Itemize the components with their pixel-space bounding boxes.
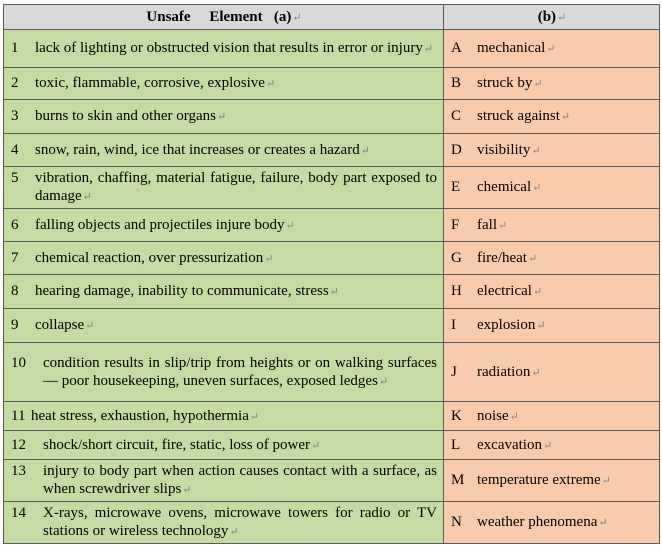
element-number: 8 — [11, 283, 19, 299]
element-cell — [4, 460, 444, 502]
element-number: 7 — [11, 249, 19, 266]
element-text: heat stress, exhaustion, hypothermia — [31, 407, 249, 424]
element-cell — [4, 100, 444, 134]
category-cell — [444, 209, 660, 242]
paragraph-mark-icon: ↵ — [542, 439, 553, 452]
category-text: visibility — [477, 141, 531, 158]
table-row — [4, 167, 660, 209]
element-cell — [4, 68, 444, 100]
paragraph-mark-icon: ↵ — [601, 475, 611, 487]
paragraph-mark-icon: ↵ — [378, 375, 389, 388]
category-letter: A — [451, 40, 462, 56]
element-text: vibration, chaffing, material fatigue, failure, body part exposed to damage — [35, 170, 437, 204]
table-row — [4, 309, 660, 343]
category-text: excavation — [477, 436, 542, 453]
category-text: fall — [477, 216, 497, 233]
paragraph-mark-icon: ↵ — [360, 144, 370, 157]
paragraph-mark-icon: ↵ — [85, 320, 95, 332]
table-row — [4, 343, 660, 402]
category-text: struck against — [477, 108, 560, 124]
element-text: snow, rain, wind, ice that increases or creates a hazard — [35, 141, 360, 158]
table-row — [4, 502, 660, 544]
paragraph-mark-icon: ↵ — [292, 11, 302, 24]
category-letter: N — [451, 514, 462, 530]
paragraph-mark-icon: ↵ — [531, 144, 541, 157]
column-a-title-2: Element — [209, 8, 263, 25]
element-number: 14 — [11, 505, 26, 521]
category-letter: J — [451, 363, 457, 380]
element-text: injury to body part when action causes contact with a surface, as when screwdriver slips — [43, 463, 437, 497]
paragraph-mark-icon: ↵ — [598, 517, 608, 529]
element-number: 12 — [11, 436, 26, 453]
element-number: 3 — [11, 108, 19, 124]
element-cell — [4, 242, 444, 275]
paragraph-mark-icon: ↵ — [82, 191, 92, 203]
paragraph-mark-icon: ↵ — [532, 286, 543, 298]
header-row — [4, 5, 660, 30]
category-cell — [444, 134, 660, 167]
category-letter: E — [451, 179, 461, 195]
element-cell — [4, 209, 444, 242]
category-letter: K — [451, 407, 462, 424]
category-cell — [444, 431, 660, 460]
element-text: shock/short circuit, fire, static, loss of power — [43, 436, 311, 453]
element-text: hearing damage, inability to communicate, stress — [35, 283, 329, 299]
category-text: electrical — [477, 283, 532, 299]
paragraph-mark-icon: ↵ — [560, 111, 571, 123]
category-cell — [444, 309, 660, 343]
element-number: 10 — [11, 354, 26, 371]
paragraph-mark-icon: ↵ — [536, 320, 546, 332]
category-text: weather phenomena — [477, 514, 598, 530]
paragraph-mark-icon: ↵ — [533, 78, 543, 90]
category-cell — [444, 68, 660, 100]
element-text: falling objects and projectiles injure body — [35, 216, 285, 233]
category-cell — [444, 502, 660, 544]
element-text: condition results in slip/trip from heights or on walking surfaces — poor housekeeping, uneven surfaces, exposed ledges — [43, 354, 437, 389]
element-number: 2 — [11, 75, 19, 91]
element-cell — [4, 275, 444, 309]
category-text: temperature extreme — [477, 472, 601, 488]
element-text: burns to skin and other organs — [35, 108, 216, 124]
paragraph-mark-icon: ↵ — [229, 526, 239, 538]
element-cell — [4, 502, 444, 544]
element-text: X-rays, microwave ovens, microwave towers for radio or TV stations or wireless technology — [43, 505, 437, 539]
category-text: fire/heat — [477, 249, 527, 266]
category-letter: H — [451, 283, 462, 299]
element-number: 5 — [11, 170, 19, 186]
element-number: 6 — [11, 216, 19, 233]
column-b-header — [444, 5, 660, 30]
table-row — [4, 209, 660, 242]
table-row — [4, 68, 660, 100]
element-cell — [4, 167, 444, 209]
category-cell — [444, 100, 660, 134]
column-a-marker: (a) — [273, 8, 292, 25]
matching-table — [3, 4, 660, 544]
column-a-header — [4, 5, 444, 30]
element-number: 4 — [11, 141, 19, 158]
category-text: chemical — [477, 179, 532, 195]
element-number: 11 — [11, 407, 26, 424]
category-cell — [444, 30, 660, 68]
table-row — [4, 134, 660, 167]
element-text: collapse — [35, 317, 85, 333]
paragraph-mark-icon: ↵ — [285, 219, 295, 232]
table-row — [4, 242, 660, 275]
element-number: 13 — [11, 463, 26, 479]
paragraph-mark-icon: ↵ — [249, 410, 260, 423]
paragraph-mark-icon: ↵ — [509, 410, 519, 423]
category-text: struck by — [477, 75, 533, 91]
element-cell — [4, 431, 444, 460]
paragraph-mark-icon: ↵ — [216, 111, 227, 123]
column-b-title: (b) — [537, 8, 557, 25]
table-row — [4, 431, 660, 460]
category-letter: F — [451, 216, 460, 233]
paragraph-mark-icon: ↵ — [527, 252, 538, 265]
element-text: chemical reaction, over pressurization — [35, 249, 264, 266]
table-row — [4, 275, 660, 309]
category-letter: L — [451, 436, 461, 453]
category-letter: B — [451, 75, 462, 91]
paragraph-mark-icon: ↵ — [423, 43, 434, 55]
category-letter: I — [451, 317, 456, 333]
element-cell — [4, 309, 444, 343]
table-row — [4, 100, 660, 134]
element-number: 9 — [11, 317, 19, 333]
category-cell — [444, 402, 660, 431]
category-cell — [444, 275, 660, 309]
category-text: noise — [477, 407, 509, 424]
element-cell — [4, 402, 444, 431]
category-cell — [444, 167, 660, 209]
paragraph-mark-icon: ↵ — [264, 252, 274, 265]
category-cell — [444, 343, 660, 402]
category-cell — [444, 242, 660, 275]
table-row — [4, 30, 660, 68]
column-a-title: Unsafe — [146, 8, 191, 25]
paragraph-mark-icon: ↵ — [182, 484, 192, 496]
paragraph-mark-icon: ↵ — [498, 219, 508, 232]
paragraph-mark-icon: ↵ — [311, 439, 321, 452]
category-letter: G — [451, 249, 462, 266]
category-letter: C — [451, 108, 462, 124]
element-text: toxic, flammable, corrosive, explosive — [35, 75, 265, 91]
element-cell — [4, 134, 444, 167]
category-letter: D — [451, 141, 462, 158]
paragraph-mark-icon: ↵ — [532, 182, 542, 194]
element-number: 1 — [11, 40, 19, 56]
element-cell — [4, 343, 444, 402]
element-text: lack of lighting or obstructed vision that results in error or injury — [35, 40, 423, 56]
paragraph-mark-icon: ↵ — [557, 11, 567, 24]
table-row — [4, 402, 660, 431]
category-text: explosion — [477, 317, 536, 333]
category-text: mechanical — [477, 40, 546, 56]
paragraph-mark-icon: ↵ — [531, 366, 541, 379]
paragraph-mark-icon: ↵ — [546, 43, 556, 55]
paragraph-mark-icon: ↵ — [329, 286, 339, 298]
table-row — [4, 460, 660, 502]
category-cell — [444, 460, 660, 502]
category-letter: M — [451, 472, 465, 488]
paragraph-mark-icon: ↵ — [265, 78, 276, 90]
element-cell — [4, 30, 444, 68]
category-text: radiation — [477, 363, 531, 380]
